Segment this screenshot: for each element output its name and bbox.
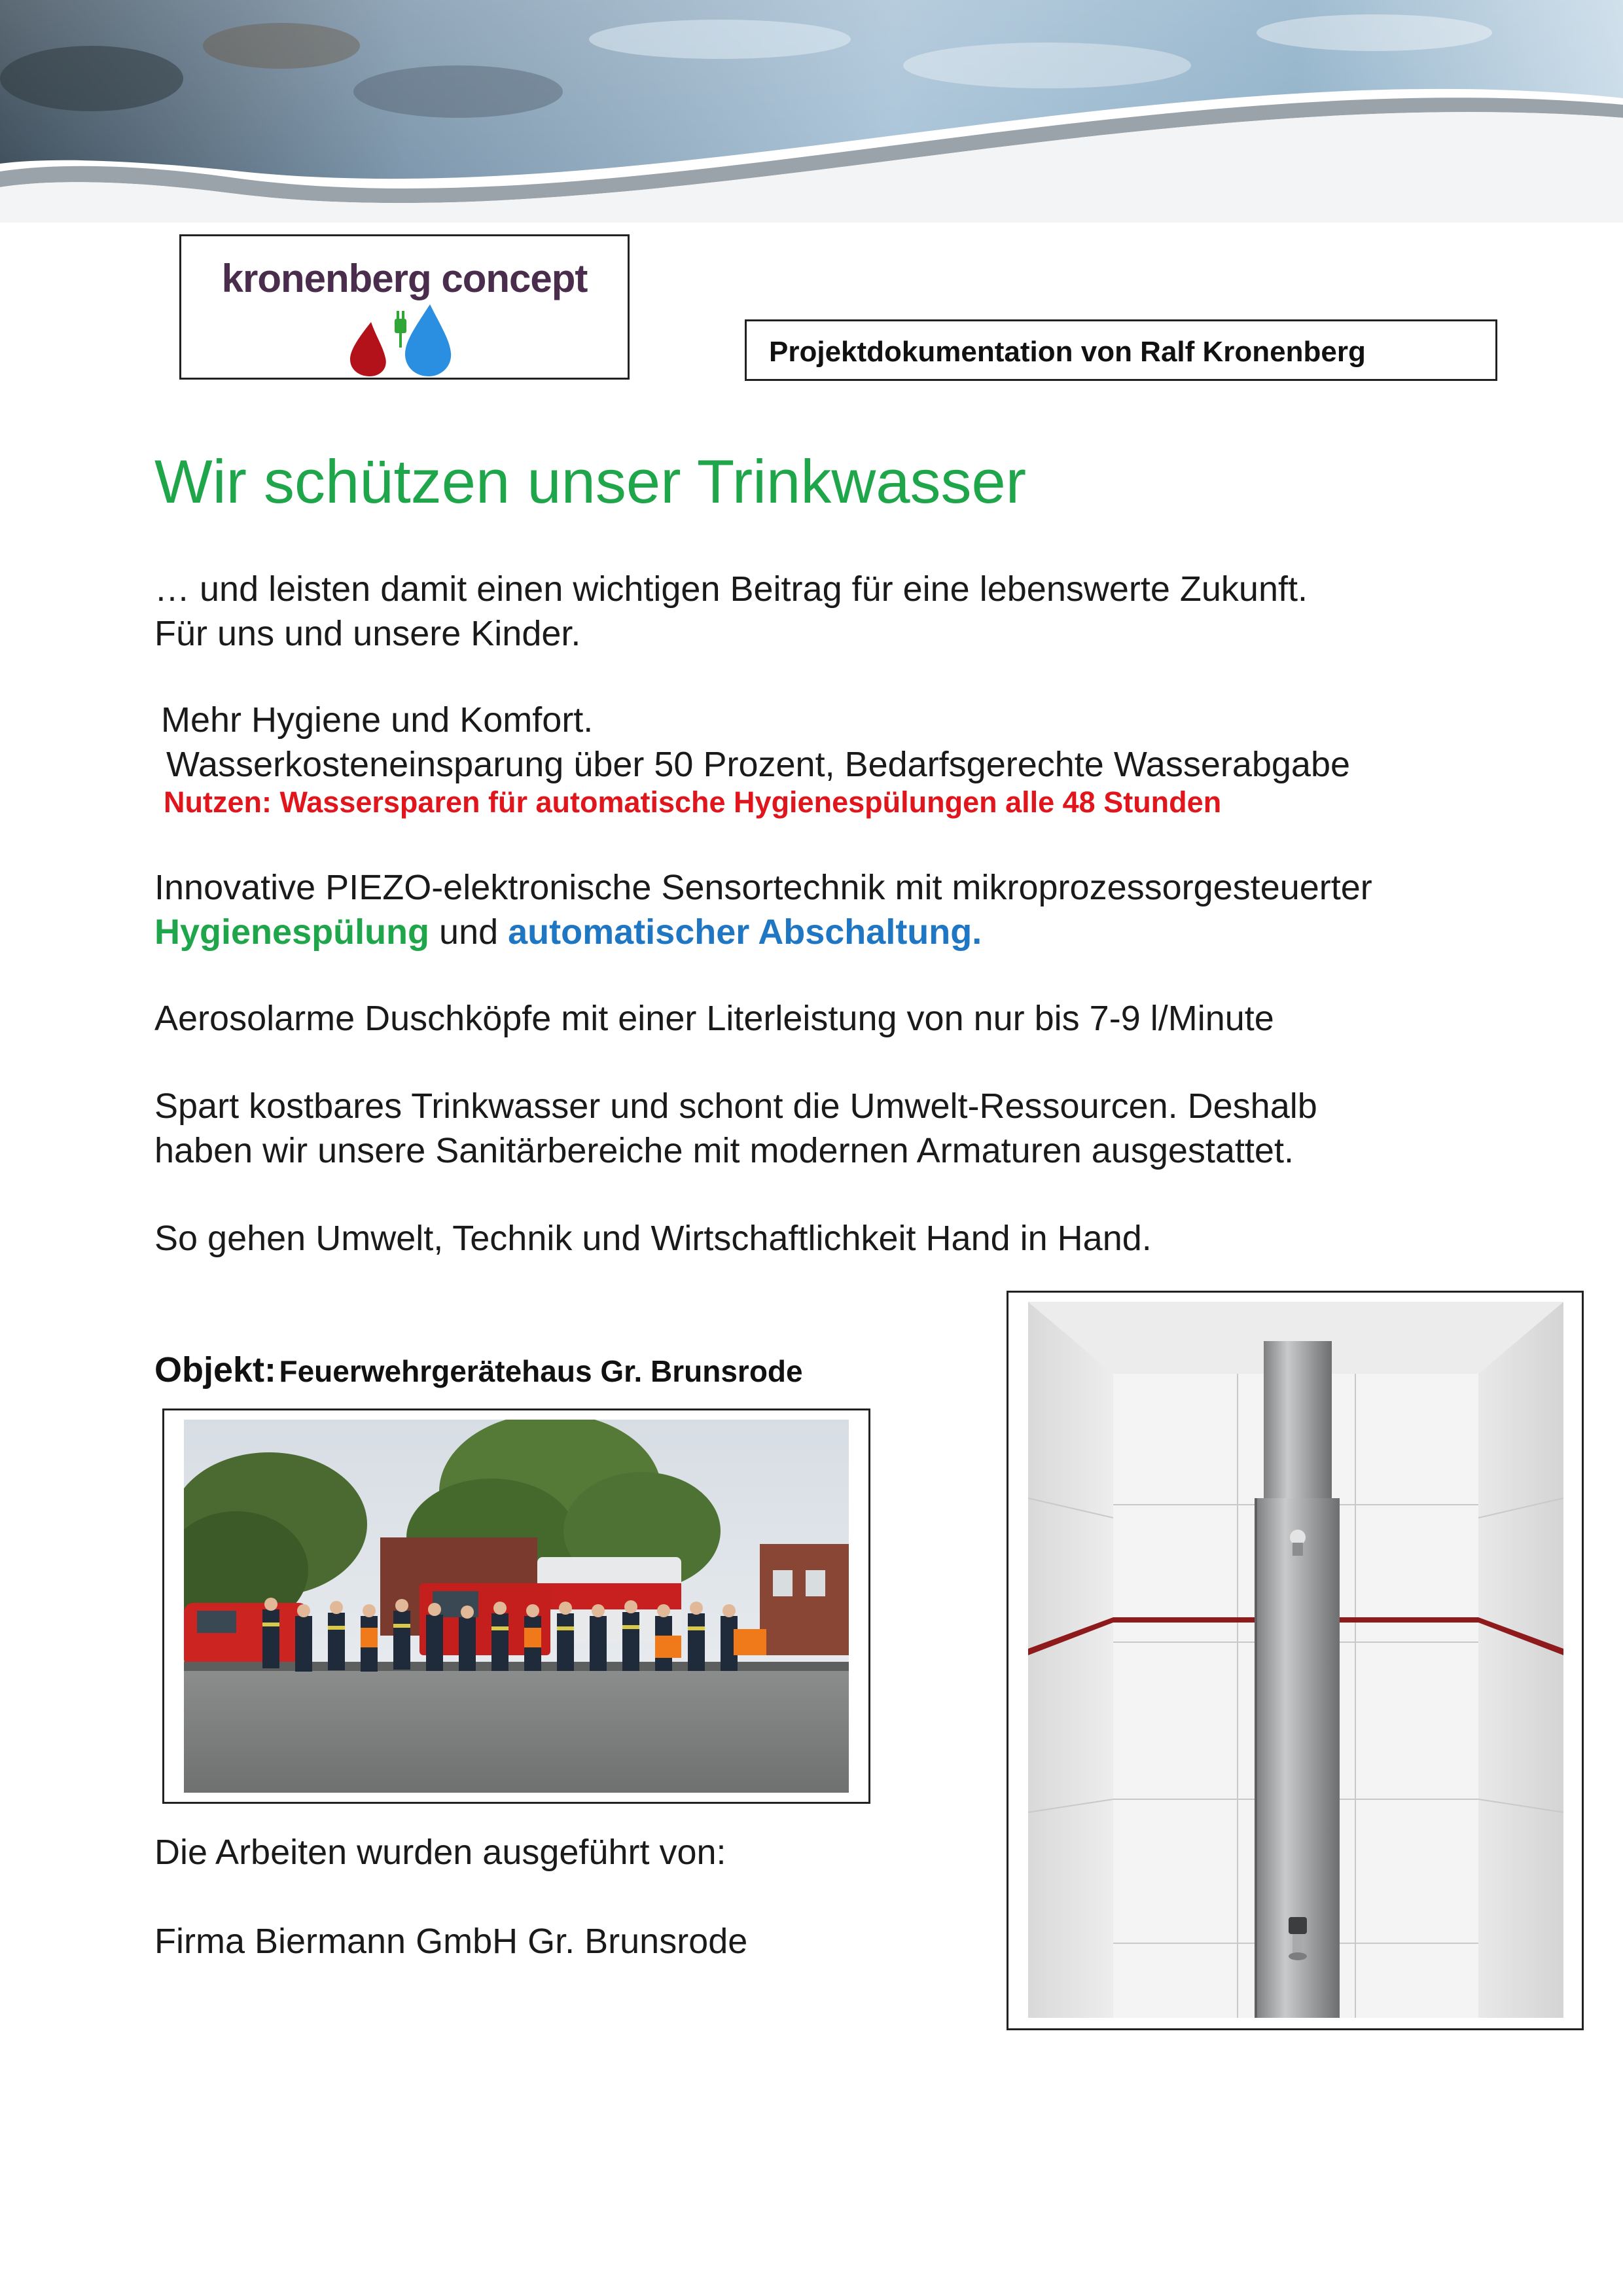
shower-panel-photo [1028, 1302, 1563, 2018]
benefit-line-2: Wasserkosteneinsparung über 50 Prozent, Bedarfsgerechte Wasserabgabe [166, 745, 1351, 784]
logo-text: kronenberg concept [221, 257, 588, 300]
savings-paragraph [154, 1084, 1317, 1173]
technology-connector: und [429, 912, 508, 952]
water-drops-plug-icon [332, 299, 476, 378]
benefit-line-1: Mehr Hygiene und Komfort. [161, 700, 594, 740]
company-logo [179, 234, 630, 380]
technology-line-1: Innovative PIEZO-elektronische Sensortechnik mit mikroprozessorgesteuerter [154, 868, 1372, 907]
object-value: Feuerwehrgerätehaus Gr. Brunsrode [279, 1354, 803, 1388]
intro-line-1: … und leisten damit einen wichtigen Beitrag für eine lebenswerte Zukunft. [154, 569, 1308, 609]
savings-line-1: Spart kostbares Trinkwasser und schont die Umwelt-Ressourcen. Deshalb [154, 1086, 1317, 1126]
technology-line-2 [154, 910, 1372, 954]
document-badge [745, 319, 1497, 381]
closing-text: So gehen Umwelt, Technik und Wirtschaftlichkeit Hand in Hand. [154, 1219, 1152, 1258]
company-name: Firma Biermann GmbH Gr. Brunsrode [154, 1922, 748, 1961]
intro-paragraph [154, 567, 1308, 656]
fire-brigade-group-photo [184, 1420, 849, 1793]
header-water-banner [0, 0, 1623, 223]
benefit-highlight: Nutzen: Wassersparen für automatische Hygienespülungen alle 48 Stunden [164, 785, 1222, 819]
savings-line-2: haben wir unsere Sanitärbereiche mit modernen Armaturen ausgestattet. [154, 1131, 1294, 1170]
executed-by-label: Die Arbeiten wurden ausgeführt von: [154, 1833, 726, 1872]
page-headline: Wir schützen unser Trinkwasser [154, 447, 1027, 516]
technology-blue-phrase: automatischer Abschaltung. [508, 912, 982, 952]
shower-photo-frame [1007, 1291, 1584, 2030]
technology-green-word: Hygienespülung [154, 912, 430, 952]
benefits-paragraph [161, 698, 1350, 787]
document-badge-text: Projektdokumentation von Ralf Kronenberg [769, 336, 1366, 368]
aerosol-text: Aerosolarme Duschköpfe mit einer Literleistung von nur bis 7-9 l/Minute [154, 999, 1274, 1038]
object-label: Objekt: [154, 1350, 277, 1390]
object-heading [154, 1350, 803, 1390]
fire-station-photo-frame [162, 1408, 870, 1804]
intro-line-2: Für uns und unsere Kinder. [154, 614, 581, 653]
technology-paragraph [154, 865, 1372, 954]
